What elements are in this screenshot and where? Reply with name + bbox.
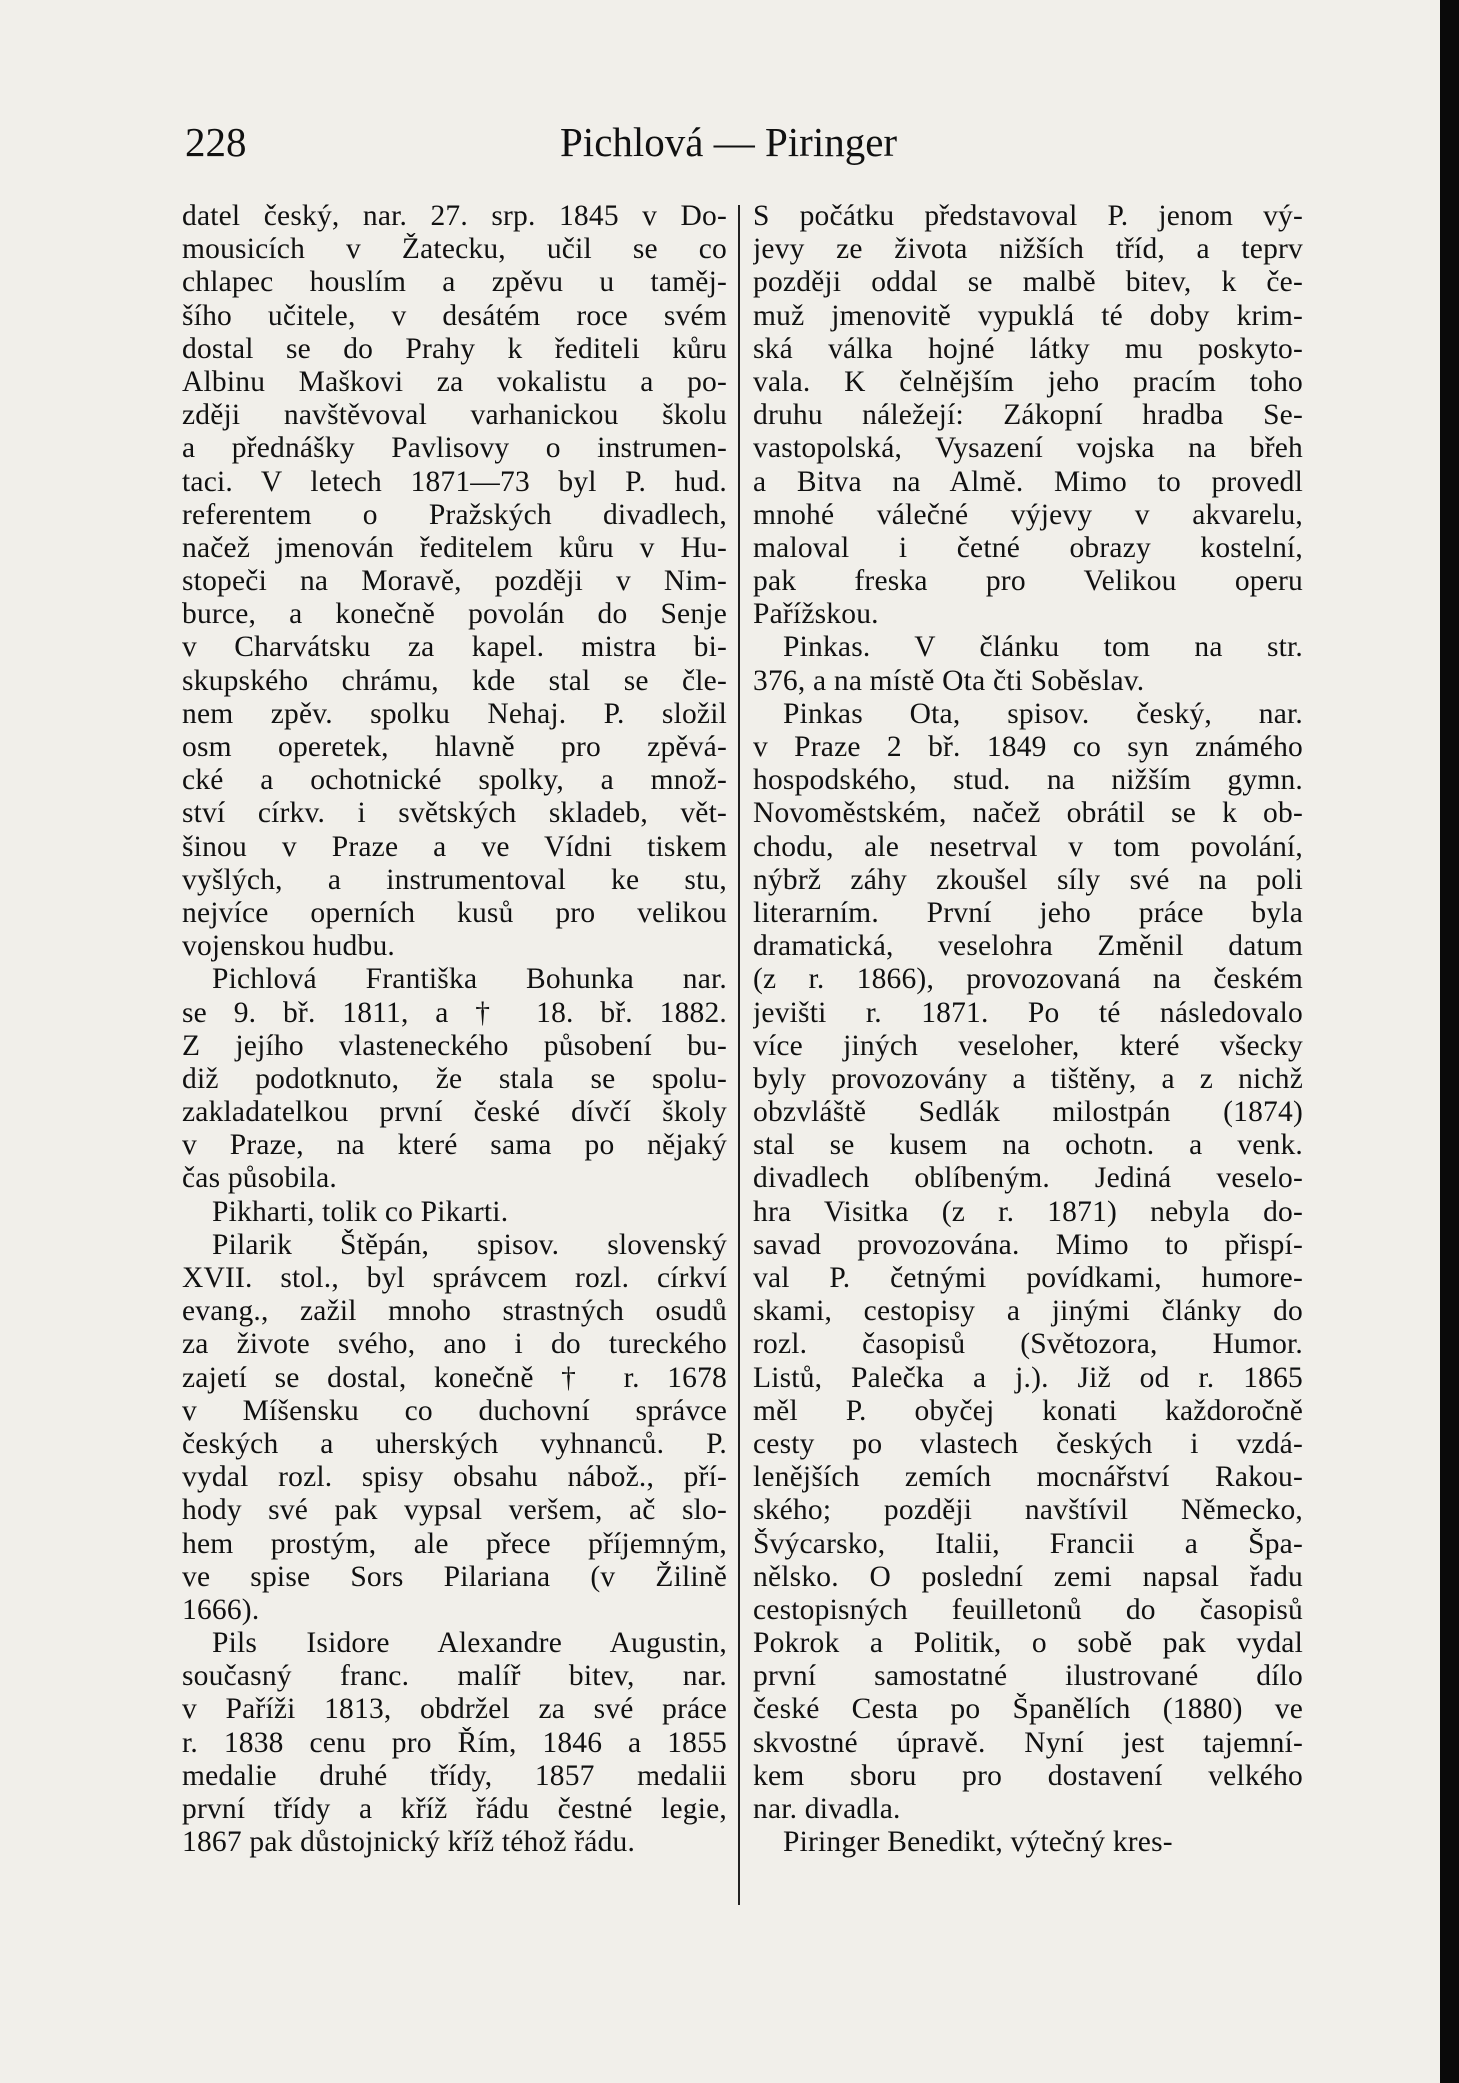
text-line: evang., zažil mnoho strastných osudů	[182, 1295, 727, 1328]
text-line: současný franc. malíř bitev, nar.	[182, 1660, 727, 1693]
text-line: později oddal se malbě bitev, k če-	[753, 266, 1303, 299]
left-column	[182, 200, 727, 1859]
right-column	[753, 200, 1303, 1859]
text-line: měl P. obyčej konati každoročně	[753, 1394, 1303, 1427]
text-line: dramatická, veselohra Změnil datum	[753, 930, 1303, 963]
text-line: více jiných veseloher, které všecky	[753, 1029, 1303, 1062]
text-line: ská válka hojné látky mu poskyto-	[753, 332, 1303, 365]
text-line: XVII. stol., byl správcem rozl. církví	[182, 1262, 727, 1294]
text-line: chodu, ale nesetrval v tom povolání,	[753, 830, 1303, 863]
text-line: zajetí se dostal, konečně † r. 1678	[182, 1361, 727, 1394]
text-line: v Praze, na které sama po nějaký	[182, 1129, 727, 1162]
text-line: šinou v Praze a ve Vídni tiskem	[182, 830, 727, 863]
text-line: druhu náležejí: Zákopní hradba Se-	[753, 399, 1303, 432]
text-line: načež jmenován ředitelem kůru v Hu-	[182, 531, 727, 564]
text-line: divadlech oblíbeným. Jediná veselo-	[753, 1162, 1303, 1195]
text-line: první třídy a kříž řádu čestné legie,	[182, 1793, 727, 1825]
text-line: mnohé válečné výjevy v akvarelu,	[753, 498, 1303, 531]
text-line: ství církv. i světských skladeb, vět-	[182, 797, 727, 830]
text-line: vydal rozl. spisy obsahu nábož., pří-	[182, 1461, 727, 1494]
text-line: Listů, Palečka a j.). Již od r. 1865	[753, 1361, 1303, 1394]
text-line: hem prostým, ale přece příjemným,	[182, 1527, 727, 1560]
text-line: vojenskou hudbu.	[182, 930, 395, 963]
text-line: Pilarik Štěpán, spisov. slovenský	[212, 1228, 727, 1261]
text-line: maloval i četné obrazy kostelní,	[753, 531, 1303, 564]
text-line: 1666).	[182, 1593, 260, 1626]
text-line: medalie druhé třídy, 1857 medalii	[182, 1759, 727, 1792]
text-line: cesty po vlastech českých i vzdá-	[753, 1427, 1303, 1460]
text-line: Pařížskou.	[753, 598, 879, 631]
text-line: r. 1838 cenu pro Řím, 1846 a 1855	[182, 1726, 727, 1759]
text-line: burce, a konečně povolán do Senje	[182, 598, 727, 631]
text-line: cké a ochotnické spolky, a množ-	[182, 764, 727, 797]
text-line: Pils Isidore Alexandre Augustin,	[212, 1627, 727, 1660]
text-line: Švýcarsko, Italii, Francii a Špa-	[753, 1527, 1303, 1560]
text-line: taci. V letech 1871—73 byl P. hud.	[182, 465, 727, 498]
text-line: Novoměstském, načež obrátil se k ob-	[753, 797, 1303, 830]
text-line: vala. K čelnějším jeho pracím toho	[753, 365, 1303, 398]
text-line: stal se kusem na ochotn. a venk.	[753, 1129, 1303, 1162]
text-line: nělsko. O poslední zemi napsal řadu	[753, 1560, 1303, 1593]
text-line: datel český, nar. 27. srp. 1845 v Do-	[182, 200, 727, 232]
text-line: nejvíce operních kusů pro velikou	[182, 896, 727, 929]
text-line: cestopisných feuilletonů do časopisů	[753, 1593, 1303, 1626]
text-line: a přednášky Pavlisovy o instrumen-	[182, 432, 727, 465]
text-line: skvostné úpravě. Nyní jest tajemní-	[753, 1726, 1303, 1759]
text-line: v Paříži 1813, obdržel za své práce	[182, 1693, 727, 1726]
text-line: 376, a na místě Ota čti Soběslav.	[753, 664, 1145, 697]
text-line: val P. četnými povídkami, humore-	[753, 1262, 1303, 1294]
text-line: ského; později navštívil Německo,	[753, 1494, 1303, 1527]
text-line: literarním. První jeho práce byla	[753, 896, 1303, 929]
text-line: jevišti r. 1871. Po té následovalo	[753, 996, 1303, 1029]
text-line: v Míšensku co duchovní správce	[182, 1394, 727, 1427]
page-number: 228	[185, 119, 247, 165]
text-line: pak freska pro Velikou operu	[753, 565, 1303, 598]
text-line: Pichlová Františka Bohunka nar.	[212, 963, 727, 996]
text-line: vastopolská, Vysazení vojska na břeh	[753, 432, 1303, 465]
text-line: Pokrok a Politik, o sobě pak vydal	[753, 1627, 1303, 1660]
text-line: zakladatelkou první české dívčí školy	[182, 1096, 727, 1129]
page-header	[180, 112, 1310, 172]
text-line: za živote svého, ano i do tureckého	[182, 1328, 727, 1361]
text-line: mousicích v Žatecku, učil se co	[182, 233, 727, 266]
text-line: byly provozovány a tištěny, a z nichž	[753, 1062, 1303, 1095]
text-line: savad provozována. Mimo to přispí-	[753, 1228, 1303, 1261]
text-line: v Praze 2 bř. 1849 co syn známého	[753, 731, 1303, 763]
text-line: Pikharti, tolik co Pikarti.	[212, 1195, 509, 1228]
text-line: v Charvátsku za kapel. mistra bi-	[182, 631, 727, 664]
text-line: nem zpěv. spolku Nehaj. P. složil	[182, 697, 727, 730]
text-line: ve spise Sors Pilariana (v Žilině	[182, 1560, 727, 1593]
text-line: S počátku představoval P. jenom vý-	[753, 200, 1303, 232]
text-line: první samostatné ilustrované dílo	[753, 1660, 1303, 1693]
text-line: chlapec houslím a zpěvu u taměj-	[182, 266, 727, 299]
text-line: Pinkas Ota, spisov. český, nar.	[783, 697, 1303, 730]
text-line: kem sboru pro dostavení velkého	[753, 1759, 1303, 1792]
text-line: šího učitele, v desátém roce svém	[182, 299, 727, 332]
text-line: dostal se do Prahy k řediteli kůru	[182, 332, 727, 365]
text-line: hospodského, stud. na nižším gymn.	[753, 764, 1303, 797]
text-line: českých a uherských vyhnanců. P.	[182, 1427, 727, 1460]
text-line: Z jejího vlasteneckého působení bu-	[182, 1029, 727, 1062]
column-divider	[738, 205, 740, 1905]
running-head: Pichlová — Piringer	[560, 119, 898, 165]
text-line: hody své pak vypsal veršem, ač slo-	[182, 1494, 727, 1527]
text-line: skami, cestopisy a jinými články do	[753, 1295, 1303, 1328]
text-line: a Bitva na Almě. Mimo to provedl	[753, 465, 1303, 498]
text-line: 1867 pak důstojnický kříž téhož řádu.	[182, 1826, 636, 1859]
text-line: referentem o Pražských divadlech,	[182, 498, 727, 531]
text-line: vyšlých, a instrumentoval ke stu,	[182, 863, 727, 896]
text-line: Pinkas. V článku tom na str.	[783, 631, 1303, 664]
text-line: lenějších zemích mocnářství Rakou-	[753, 1461, 1303, 1494]
text-line: se 9. bř. 1811, a † 18. bř. 1882.	[182, 996, 727, 1029]
text-line: skupského chrámu, kde stal se čle-	[182, 664, 727, 697]
text-line: zději navštěvoval varhanickou školu	[182, 399, 727, 432]
text-line: Albinu Maškovi za vokalistu a po-	[182, 365, 727, 398]
text-line: hra Visitka (z r. 1871) nebyla do-	[753, 1195, 1303, 1228]
text-line: osm operetek, hlavně pro zpěvá-	[182, 731, 727, 763]
text-line: diž podotknuto, že stala se spolu-	[182, 1062, 727, 1095]
text-line: obzvláště Sedlák milostpán (1874)	[753, 1096, 1303, 1129]
text-line: rozl. časopisů (Světozora, Humor.	[753, 1328, 1303, 1361]
scan-edge	[1440, 0, 1459, 2083]
text-line: Piringer Benedikt, výtečný kres-	[783, 1826, 1173, 1859]
text-line: čas působila.	[182, 1162, 337, 1195]
text-line: stopeči na Moravě, později v Nim-	[182, 565, 727, 598]
text-line: (z r. 1866), provozovaná na českém	[753, 963, 1303, 996]
text-line: nar. divadla.	[753, 1793, 901, 1825]
text-line: muž jmenovitě vypuklá té doby krim-	[753, 299, 1303, 332]
text-line: české Cesta po Španělích (1880) ve	[753, 1693, 1303, 1726]
text-line: jevy ze života nižších tříd, a teprv	[753, 233, 1303, 266]
text-line: nýbrž záhy zkoušel síly své na poli	[753, 863, 1303, 896]
